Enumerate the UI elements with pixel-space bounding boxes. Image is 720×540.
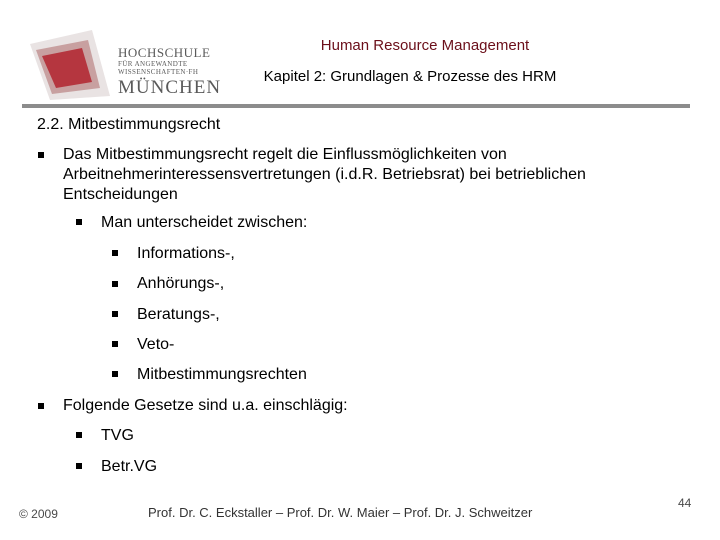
bullet-icon: [112, 311, 118, 317]
list-item: Informations-,: [137, 245, 235, 262]
bullet-icon: [38, 152, 44, 158]
bullet-icon: [38, 403, 44, 409]
footer-copyright: © 2009: [19, 507, 58, 521]
list-item: Betr.VG: [101, 458, 158, 475]
university-logo: [22, 30, 222, 100]
list-item: Beratungs-,: [137, 306, 220, 323]
list-item: Folgende Gesetze sind u.a. einschlägig:: [63, 397, 348, 414]
bullet-icon: [112, 371, 118, 377]
footer-authors: Prof. Dr. C. Eckstaller – Prof. Dr. W. Maier – Prof. Dr. J. Schweitzer: [148, 505, 533, 520]
logo-line-3: WISSENSCHAFTEN·FH: [118, 68, 199, 76]
list-item: TVG: [101, 427, 134, 444]
logo-line-1: HOCHSCHULE: [118, 45, 211, 60]
section-title: 2.2. Mitbestimmungsrecht: [37, 116, 221, 133]
bullet-icon: [112, 281, 118, 287]
header-divider: [22, 104, 690, 108]
list-item: Man unterscheidet zwischen:: [101, 214, 308, 231]
logo-line-2: FÜR ANGEWANDTE: [118, 60, 188, 68]
list-item: Mitbestimmungsrechten: [137, 366, 307, 383]
bullet-icon: [76, 463, 82, 469]
bullet-icon: [112, 250, 118, 256]
page-number: 44: [678, 496, 692, 510]
logo-emblem-icon: [22, 30, 122, 100]
header-chapter: Kapitel 2: Grundlagen & Prozesse des HRM: [263, 68, 557, 85]
bullet-icon: [112, 341, 118, 347]
list-item: Anhörungs-,: [137, 275, 225, 292]
logo-line-4: MÜNCHEN: [118, 77, 222, 98]
list-item: Das Mitbestimmungsrecht regelt die Einflussmöglichkeiten von Arbeitnehmerinteressensvertretungen (i.d.R. Betriebsrat) bei betrieblichen Entscheidungen: [63, 146, 586, 203]
list-item: Veto-: [137, 336, 175, 353]
header-title: Human Resource Management: [320, 37, 530, 54]
bullet-icon: [76, 219, 82, 225]
bullet-icon: [76, 432, 82, 438]
